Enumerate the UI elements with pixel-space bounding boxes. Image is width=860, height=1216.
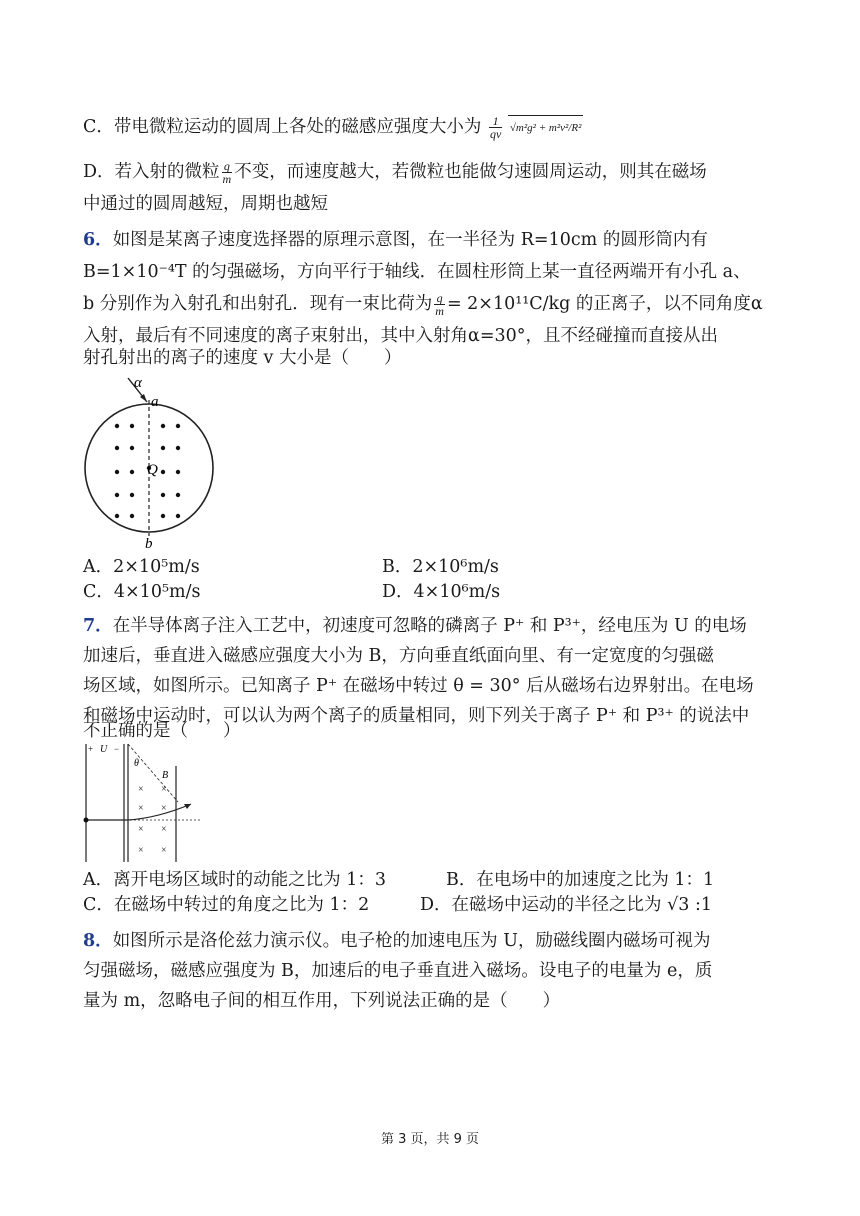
q6-option-c: C．4×10⁵m/s <box>83 582 201 602</box>
q5-option-d-line2: 中通过的圆周越短，周期也越短 <box>83 194 328 214</box>
q5-option-d-line1 <box>83 160 707 185</box>
q7-line5: 不正确的是（ ） <box>83 721 241 741</box>
svg-text:×: × <box>138 803 144 814</box>
q6-number: 6． <box>83 230 113 250</box>
q6-label-alpha: α <box>134 375 142 391</box>
q7-option-a: A．离开电场区域时的动能之比为 1：3 <box>83 870 386 890</box>
q7-label-plus: + <box>88 744 94 754</box>
q7-figure <box>78 742 208 866</box>
svg-text:×: × <box>138 845 144 856</box>
q5-option-c <box>83 115 583 140</box>
q5-d-frac-den: m <box>222 172 232 186</box>
q5-d-text-a: D．若入射的微粒 <box>83 162 220 182</box>
q7-line4: 和磁场中运动时，可以认为两个离子的质量相同，则下列关于离子 P⁺ 和 P³⁺ 的说法中 <box>83 706 750 726</box>
q7-source-dot <box>84 818 89 823</box>
q6-line4: 入射，最后有不同速度的离子束射出，其中入射角α=30°，且不经碰撞而直接从出 <box>83 326 718 346</box>
q7-line1-text: 在半导体离子注入工艺中，初速度可忽略的磷离子 P⁺ 和 P³⁺，经电压为 U 的电场 <box>112 616 747 636</box>
q7-option-b: B．在电场中的加速度之比为 1：1 <box>446 870 715 890</box>
q6-frac-num: q <box>434 292 445 305</box>
q8-number: 8． <box>83 931 113 951</box>
q7-line2: 加速后，垂直进入磁感应强度大小为 B，方向垂直纸面向里、有一定宽度的匀强磁 <box>83 646 714 666</box>
q8-line1 <box>83 929 711 953</box>
q7-option-c: C．在磁场中转过的角度之比为 1：2 <box>83 895 370 915</box>
q6-figure <box>80 370 220 550</box>
q5-option-c-text: C．带电微粒运动的圆周上各处的磁感应强度大小为 <box>83 117 482 137</box>
q6-line3 <box>83 292 763 317</box>
svg-text:×: × <box>138 784 144 795</box>
q6-line1 <box>83 228 708 252</box>
q6-line3-text-a: b 分别作为入射孔和出射孔．现有一束比荷为 <box>83 294 433 314</box>
q8-line3: 量为 m，忽略电子间的相互作用，下列说法正确的是（ ） <box>83 991 561 1011</box>
svg-text:×: × <box>161 824 167 835</box>
q5-c-root-content: m²g² + m²v²/R² <box>515 122 582 134</box>
q7-option-d: D．在磁场中运动的半径之比为 √3 :1 <box>420 895 712 915</box>
page-footer: 第 3 页，共 9 页 <box>380 1132 480 1147</box>
q6-label-q: Q <box>147 462 158 478</box>
svg-text:×: × <box>138 824 144 835</box>
q6-line3-text-b: = 2×10¹¹C/kg 的正离子，以不同角度α <box>446 294 763 314</box>
q6-label-a: a <box>151 394 159 410</box>
q8-line1-text: 如图所示是洛伦兹力演示仪。电子枪的加速电压为 U，励磁线圈内磁场可视为 <box>112 931 711 951</box>
svg-text:×: × <box>161 845 167 856</box>
q5-c-root: √m²g² + m²v²/R² <box>508 115 584 140</box>
q7-number: 7． <box>83 616 113 636</box>
q6-label-b: b <box>145 536 153 550</box>
q7-label-minus: − <box>114 744 120 754</box>
q7-radius-dashed <box>128 744 178 802</box>
q6-option-b: B．2×10⁶m/s <box>382 557 499 577</box>
q6-option-a: A．2×10⁵m/s <box>83 557 200 577</box>
q6-line1-text: 如图是某离子速度选择器的原理示意图，在一半径为 R=10cm 的圆形筒内有 <box>112 230 708 250</box>
q7-label-theta: θ <box>134 758 139 769</box>
q8-line2: 匀强磁场，磁感应强度为 B，加速后的电子垂直进入磁场。设电子的电量为 e，质 <box>83 961 713 981</box>
q5-c-frac-den: qv <box>489 127 502 141</box>
q5-d-fraction <box>222 160 233 185</box>
q6-line5: 射孔射出的离子的速度 v 大小是（ ） <box>83 348 402 368</box>
q7-label-u: U <box>100 744 108 755</box>
q6-option-d: D．4×10⁶m/s <box>382 582 501 602</box>
q5-c-frac-num: 1 <box>489 115 502 128</box>
q6-frac-den: m <box>435 304 444 318</box>
q5-d-frac-num: q <box>222 160 233 173</box>
q6-line2: B=1×10⁻⁴T 的匀强磁场，方向平行于轴线．在圆柱形筒上某一直径两端开有小孔 a、 <box>83 262 751 282</box>
q7-line1 <box>83 614 747 638</box>
q7-label-b: B <box>162 770 169 781</box>
svg-text:×: × <box>161 803 167 814</box>
svg-text:×: × <box>161 784 167 795</box>
q5-c-fraction <box>489 115 502 140</box>
q7-line3: 场区域，如图所示。已知离子 P⁺ 在磁场中转过 θ = 30° 后从磁场右边界射出。在电场 <box>83 676 754 696</box>
q5-d-text-b: 不变，而速度越大，若微粒也能做匀速圆周运动，则其在磁场 <box>234 162 707 182</box>
q6-fraction <box>434 292 445 317</box>
